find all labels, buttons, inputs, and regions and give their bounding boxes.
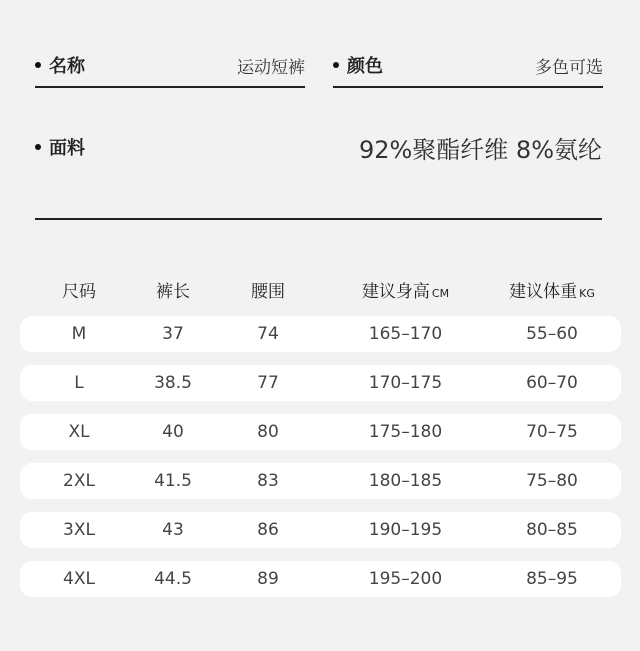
cell-waist: 86 (257, 520, 279, 540)
name-value: 运动短裤 (237, 57, 305, 78)
header-waist: 腰围 (251, 281, 285, 302)
name-label: 名称 (49, 56, 85, 77)
color-value: 多色可选 (535, 57, 603, 78)
attribute-label-name (35, 52, 85, 78)
header-height-unit: CM (431, 286, 450, 300)
cell-size: 4XL (63, 569, 95, 589)
material-label: 面料 (49, 138, 85, 159)
cell-waist: 80 (257, 422, 279, 442)
cell-length: 37 (162, 324, 184, 344)
table-row (20, 561, 621, 597)
cell-waist: 74 (257, 324, 279, 344)
cell-size: XL (68, 422, 90, 442)
cell-weight: 55–60 (526, 324, 578, 344)
cell-height: 170–175 (368, 373, 443, 393)
cell-size: M (71, 324, 87, 344)
cell-length: 43 (162, 520, 184, 540)
table-row (20, 463, 621, 499)
table-row (20, 512, 621, 548)
cell-weight: 85–95 (526, 569, 578, 589)
cell-size: 3XL (63, 520, 95, 540)
table-row (20, 414, 621, 450)
attribute-label-color (333, 52, 383, 78)
cell-height: 195–200 (368, 569, 443, 589)
color-label: 颜色 (347, 56, 383, 77)
bullet-icon (35, 144, 41, 150)
cell-weight: 60–70 (526, 373, 578, 393)
attribute-color (333, 44, 603, 88)
cell-weight: 80–85 (526, 520, 578, 540)
cell-size: L (74, 373, 84, 393)
cell-height: 180–185 (368, 471, 443, 491)
header-size: 尺码 (62, 281, 96, 302)
cell-length: 41.5 (154, 471, 192, 491)
cell-length: 38.5 (154, 373, 192, 393)
cell-height: 175–180 (368, 422, 443, 442)
header-weight-unit: KG (579, 286, 595, 300)
cell-weight: 70–75 (526, 422, 578, 442)
size-table (20, 268, 621, 597)
cell-height: 165–170 (368, 324, 443, 344)
header-length: 裤长 (156, 281, 190, 302)
attribute-material (35, 112, 602, 220)
cell-length: 40 (162, 422, 184, 442)
cell-length: 44.5 (154, 569, 192, 589)
table-row (20, 316, 621, 352)
cell-weight: 75–80 (526, 471, 578, 491)
attribute-name (35, 44, 305, 88)
size-table-header (20, 268, 621, 310)
attribute-label-material (35, 134, 85, 160)
bullet-icon (333, 62, 339, 68)
cell-size: 2XL (63, 471, 95, 491)
cell-waist: 77 (257, 373, 279, 393)
cell-height: 190–195 (368, 520, 443, 540)
cell-waist: 83 (257, 471, 279, 491)
header-weight: 建议体重 KG (509, 281, 595, 302)
bullet-icon (35, 62, 41, 68)
material-value: 92%聚酯纤维 8%氨纶 (358, 136, 602, 164)
cell-waist: 89 (257, 569, 279, 589)
header-height: 建议身高 CM (361, 281, 450, 302)
table-row (20, 365, 621, 401)
